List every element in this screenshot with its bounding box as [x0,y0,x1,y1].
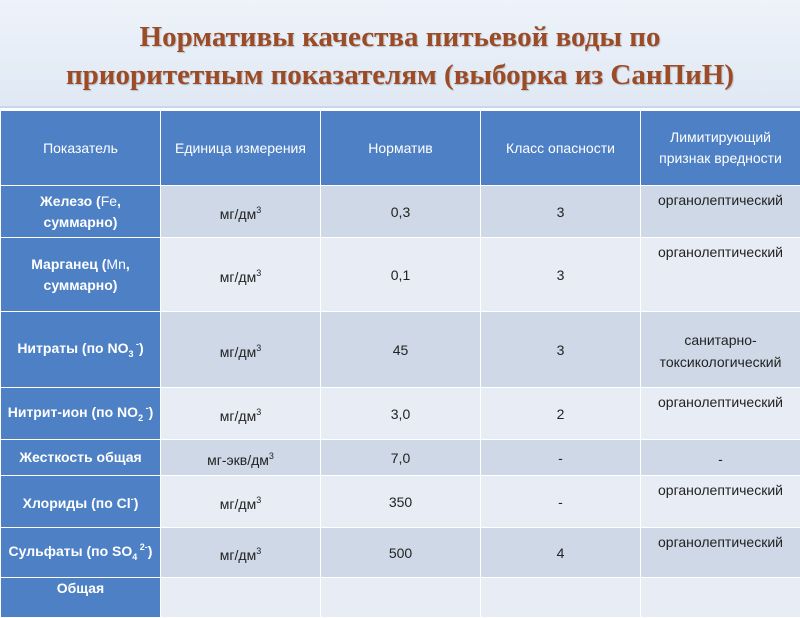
norm-cell: 0,3 [321,186,481,238]
norm-cell: 3,0 [321,388,481,440]
label-text: Жесткость общая [19,449,141,465]
table-row [1,476,800,528]
row-label [1,186,161,238]
label-text: Сульфаты (по SO [9,543,133,559]
row-label [1,476,161,528]
page-title-line-1: Нормативы качества питьевой воды по [40,18,760,56]
table-row [1,440,800,476]
unit-text: мг-экв/дм [207,452,269,468]
table-row [1,186,800,238]
hazard-class-cell: - [481,476,641,528]
title-banner [0,0,800,108]
table-row [1,578,800,618]
header-limiting-sign: Лимитирующий признак вредности [641,111,800,186]
unit-text: мг/дм [220,344,256,360]
header-norm: Норматив [321,111,481,186]
hazard-class-cell: - [481,440,641,476]
unit-text: мг/дм [220,496,256,512]
label-text: Хлориды (по Cl [23,495,131,511]
row-label [1,440,161,476]
row-label [1,388,161,440]
unit-sup: 3 [256,268,261,278]
row-label [1,578,161,618]
row-label [1,528,161,578]
header-indicator: Показатель [1,111,161,186]
label-text: Железо ( [40,193,101,209]
unit-cell [161,238,321,312]
page-title [40,18,760,94]
table-row [1,388,800,440]
label-sub: 3 [129,349,134,359]
label-text: Общая [57,580,104,596]
hazard-class-cell: 3 [481,186,641,238]
table-row [1,528,800,578]
label-text: Нитраты (по NO [17,340,128,356]
limiting-sign-cell: органолептический [641,186,800,238]
label-chem: Fe [101,193,117,209]
label-tail: ) [149,404,154,420]
norm-cell: 0,1 [321,238,481,312]
row-label [1,312,161,388]
page-title-line-2: приоритетным показателям (выборка из СанПиН) [40,56,760,94]
hazard-class-cell: 2 [481,388,641,440]
unit-cell [161,312,321,388]
unit-sup: 3 [256,205,261,215]
table-row [1,238,800,312]
label-tail: ) [134,495,139,511]
label-tail: , суммарно) [44,193,121,230]
unit-text: мг/дм [220,206,256,222]
label-text: Марганец ( [31,256,106,272]
table-header-row [1,111,800,186]
header-hazard-class: Класс опасности [481,111,641,186]
unit-cell [161,440,321,476]
norm-cell: 7,0 [321,440,481,476]
unit-text: мг/дм [220,547,256,563]
norm-cell: 350 [321,476,481,528]
limiting-sign-cell: - [641,440,800,476]
limiting-sign-cell: органолептический [641,388,800,440]
hazard-class-cell: 3 [481,312,641,388]
unit-sup: 3 [256,495,261,505]
unit-cell [161,528,321,578]
unit-text: мг/дм [220,408,256,424]
table-row [1,312,800,388]
limiting-sign-cell: органолептический [641,476,800,528]
label-sup: - [134,339,140,349]
norm-cell: 45 [321,312,481,388]
unit-sup: 3 [256,546,261,556]
limiting-sign-cell [641,578,800,618]
label-sup: - [143,403,149,413]
unit-cell [161,388,321,440]
unit-cell [161,476,321,528]
label-text: Нитрит-ион (по NO [8,404,138,420]
limiting-sign-cell: санитарно-токсикологический [641,312,800,388]
hazard-class-cell: 4 [481,528,641,578]
norm-cell: 500 [321,528,481,578]
limiting-sign-cell: органолептический [641,238,800,312]
unit-sup: 3 [256,407,261,417]
label-chem: Mn [106,256,125,272]
label-sup: 2- [137,542,148,552]
unit-cell [161,186,321,238]
limiting-sign-cell: органолептический [641,528,800,578]
label-sup: - [131,494,134,504]
header-unit: Единица измерения [161,111,321,186]
unit-sup: 3 [256,343,261,353]
unit-text: мг/дм [220,269,256,285]
row-label [1,238,161,312]
unit-cell [161,578,321,618]
label-sub: 2 [138,413,143,423]
hazard-class-cell: 3 [481,238,641,312]
label-sub: 4 [132,552,137,562]
hazard-class-cell [481,578,641,618]
label-tail: , суммарно) [44,256,130,293]
label-tail: ) [148,543,153,559]
norm-cell [321,578,481,618]
unit-sup: 3 [269,451,274,461]
label-tail: ) [139,340,144,356]
water-quality-table [0,110,800,618]
